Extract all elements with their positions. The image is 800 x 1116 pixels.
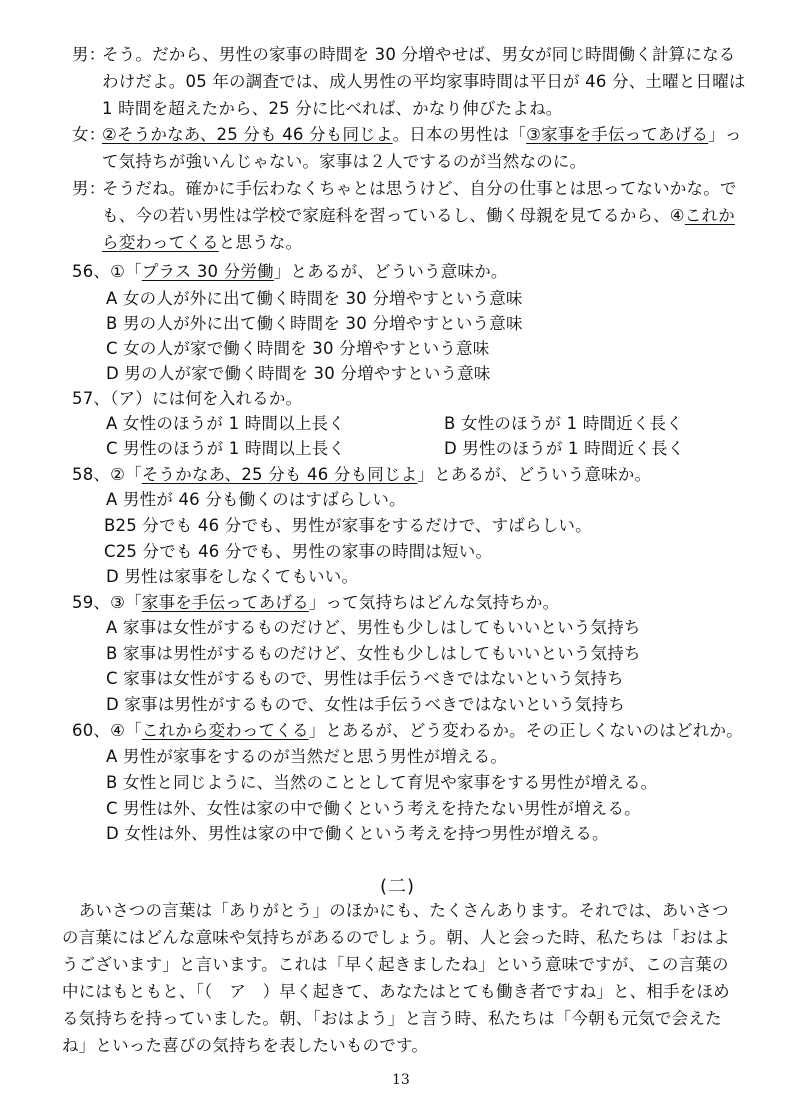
question-number: 57、: [72, 389, 111, 408]
option-c: C 女の人が家で働く時間を 30 分増やすという意味: [106, 339, 490, 358]
question-number: 56、: [72, 262, 111, 281]
question-stem: （ア）には何を入れるか。: [110, 389, 303, 408]
option-b: B 女性のほうが 1 時間近く長く: [444, 414, 683, 433]
speaker-label: 男：: [72, 179, 106, 198]
dialogue-text: と思うな。: [218, 233, 303, 252]
option-a: A 女の人が外に出て働く時間を 30 分増やすという意味: [106, 289, 523, 308]
option-a: A 家事は女性がするものだけど、男性も少しはしてもいいという気持ち: [106, 618, 641, 637]
question-quote: これから変わってくる: [141, 721, 309, 740]
dialogue-text: 」っ: [708, 125, 742, 144]
speaker-label: 男：: [72, 45, 106, 64]
option-c: C25 分でも 46 分でも、男性の家事の時間は短い。: [104, 542, 493, 561]
speaker-label: 女：: [72, 125, 106, 144]
paragraph-line: あいさつの言葉は「ありがとう」のほかにも、たくさんあります。それでは、あいさつ: [62, 901, 729, 920]
option-d: D 男の人が家で働く時間を 30 分増やすという意味: [106, 364, 491, 383]
question-stem: ①「: [110, 262, 142, 281]
question-60: [72, 720, 743, 742]
page-number: 13: [392, 1072, 410, 1088]
dialogue-text: も、今の若い男性は学校で家庭科を習っているし、働く母親を見てるから、④: [102, 206, 685, 225]
option-a: A 女性のほうが 1 時間以上長く: [106, 414, 345, 433]
question-56: [72, 261, 508, 283]
question-stem: 」とあるが、どういう意味か。: [273, 262, 508, 281]
paragraph-line: 中にはもともと、「（ ア ）早く起きて、あなたはとても働き者ですね」と、相手をほめ: [62, 982, 730, 1001]
underlined-quote-3: ③家事を手伝ってあげる: [526, 125, 709, 144]
question-stem: ④「: [110, 721, 142, 740]
option-d: D 男性は家事をしなくてもいい。: [106, 567, 359, 586]
underlined-quote-4-cont: ら変わってくる: [102, 233, 219, 252]
option-b: B 女性と同じように、当然のこととして育児や家事をする男性が増える。: [106, 773, 658, 792]
dialogue-text: そうだね。確かに手伝わなくちゃとは思うけど、自分の仕事とは思ってないかな。で: [102, 179, 737, 198]
option-b: B25 分でも 46 分でも、男性が家事をするだけで、すばらしい。: [104, 516, 592, 535]
option-d: D 家事は男性がするもので、女性は手伝うべきではないという気持ち: [106, 695, 626, 714]
option-b: B 家事は男性がするものだけど、女性も少しはしてもいいという気持ち: [106, 644, 641, 663]
question-number: 59、: [72, 593, 111, 612]
question-stem: 」って気持ちはどんな気持ちか。: [308, 593, 560, 612]
option-d: D 女性は外、男性は家の中で働くという考えを持つ男性が増える。: [106, 824, 609, 843]
question-number: 58、: [72, 465, 111, 484]
option-a: A 男性が 46 分も働くのはすばらしい。: [106, 490, 406, 509]
question-number: 60、: [72, 721, 111, 740]
dialogue-line: [72, 178, 737, 200]
dialogue-line: [72, 44, 736, 66]
question-stem: ③「: [110, 593, 142, 612]
question-58: [72, 464, 651, 486]
dialogue-line: て気持ちが強いんじゃない。家事は２人でするのが当然なのに。: [102, 152, 587, 171]
paragraph-line: ね」といった喜びの気持ちを表したいものです。: [62, 1036, 429, 1055]
dialogue-line: わけだよ。05 年の調査では、成人男性の平均家事時間は平日が 46 分、土曜と日曜は: [102, 72, 746, 91]
option-c: C 男性は外、女性は家の中で働くという考えを持たない男性が増える。: [106, 799, 641, 818]
question-quote: 家事を手伝ってあげる: [141, 593, 309, 612]
question-59: [72, 592, 559, 614]
section-title: (二): [380, 876, 416, 897]
paragraph-line: うございます」と言います。これは「早く起きましたね」という意味ですが、この言葉の: [62, 955, 729, 974]
option-d: D 男性のほうが 1 時間近く長く: [444, 439, 685, 458]
paragraph-line: る気持ちを持っていました。朝、「おはよう」と言う時、私たちは「今朝も元気で会えた: [62, 1009, 722, 1028]
dialogue-line: 1 時間を超えたから、25 分に比べれば、かなり伸びたよね。: [102, 99, 563, 118]
dialogue-line: [72, 124, 742, 146]
option-c: C 家事は女性がするもので、男性は手伝うべきではないという気持ち: [106, 669, 624, 688]
option-a: A 男性が家事をするのが当然だと思う男性が増える。: [106, 747, 508, 766]
question-stem: ②「: [110, 465, 142, 484]
underlined-quote-2: ②そうかなあ、25 分も 46 分も同じよ: [102, 125, 393, 144]
question-57: [72, 388, 302, 410]
dialogue-text: そう。だから、男性の家事の時間を 30 分増やせば、男女が同じ時間働く計算になる: [102, 45, 736, 64]
paragraph-line: の言葉にはどんな意味や気持ちがあるのでしょう。朝、人と会った時、私たちは「おはよ: [62, 928, 730, 947]
dialogue-line: [102, 205, 735, 227]
dialogue-text: 。日本の男性は「: [392, 125, 527, 144]
question-quote: そうかなあ、25 分も 46 分も同じよ: [141, 465, 418, 484]
dialogue-line: [102, 232, 302, 254]
question-stem: 」とあるが、どう変わるか。その正しくないのはどれか。: [308, 721, 743, 740]
option-c: C 男性のほうが 1 時間以上長く: [106, 439, 346, 458]
question-stem: 」とあるが、どういう意味か。: [417, 465, 652, 484]
underlined-quote-4: これか: [684, 206, 735, 225]
question-quote: プラス 30 分労働: [141, 262, 274, 281]
option-b: B 男の人が外に出て働く時間を 30 分増やすという意味: [106, 314, 523, 333]
